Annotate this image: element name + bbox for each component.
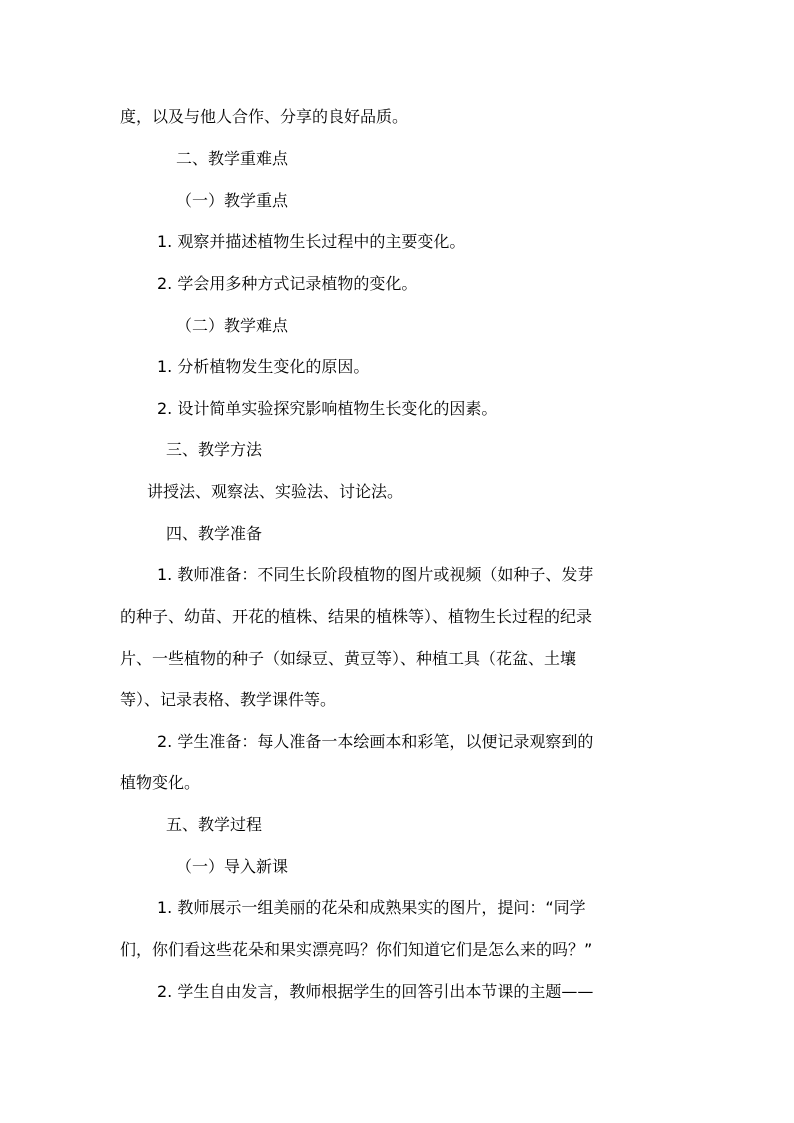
- list-item: 1. 分析植物发生变化的原因。: [157, 357, 370, 376]
- paragraph-line: 植物变化。: [120, 773, 201, 792]
- section-heading: 四、教学准备: [166, 524, 263, 543]
- list-item: 1. 观察并描述植物生长过程中的主要变化。: [157, 232, 466, 251]
- section-heading: 五、教学过程: [166, 815, 263, 834]
- paragraph-line: 片、一些植物的种子（如绿豆、黄豆等）、种植工具（花盆、土壤: [120, 649, 577, 668]
- paragraph-line: 1. 教师展示一组美丽的花朵和成熟果实的图片，提问：“同学: [157, 898, 586, 917]
- section-heading: 二、教学重难点: [176, 149, 289, 168]
- subsection-heading: （一）教学重点: [176, 191, 289, 210]
- paragraph-line: 们，你们看这些花朵和果实漂亮吗？你们知道它们是怎么来的吗？”: [120, 940, 593, 959]
- paragraph-line: 等）、记录表格、教学课件等。: [120, 690, 337, 709]
- list-item: 2. 设计简单实验探究影响植物生长变化的因素。: [157, 399, 498, 418]
- paragraph-line: 度，以及与他人合作、分享的良好品质。: [120, 107, 409, 126]
- section-heading: 三、教学方法: [166, 440, 263, 459]
- paragraph-line: 2. 学生准备：每人准备一本绘画本和彩笔，以便记录观察到的: [157, 732, 594, 751]
- subsection-heading: （二）教学难点: [176, 316, 289, 335]
- paragraph-line: 讲授法、观察法、实验法、讨论法。: [147, 482, 404, 501]
- subsection-heading: （一）导入新课: [176, 857, 289, 876]
- paragraph-line: 的种子、幼苗、开花的植株、结果的植株等）、植物生长过程的纪录: [120, 607, 593, 626]
- paragraph-line: 2. 学生自由发言，教师根据学生的回答引出本节课的主题——: [157, 982, 594, 1001]
- list-item: 2. 学会用多种方式记录植物的变化。: [157, 274, 418, 293]
- paragraph-line: 1. 教师准备：不同生长阶段植物的图片或视频（如种子、发芽: [157, 565, 594, 584]
